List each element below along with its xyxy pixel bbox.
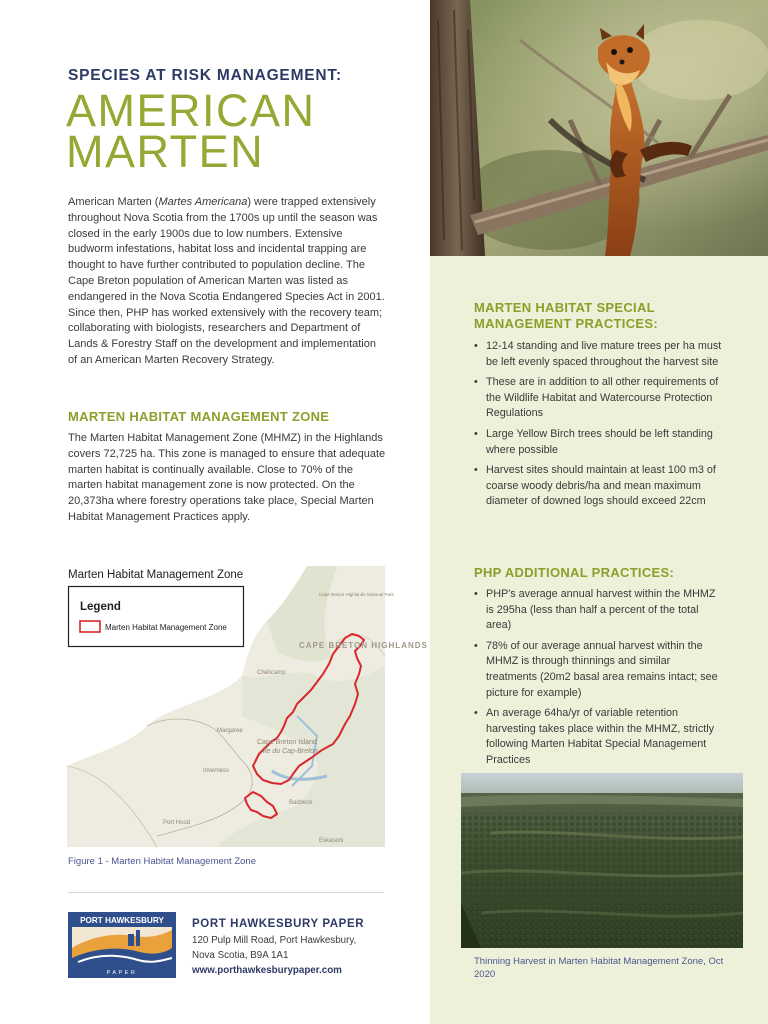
map-label-margaree: Margaree	[217, 728, 243, 734]
map-title: Marten Habitat Management Zone	[68, 569, 244, 581]
map-label-cbi: Cape Breton Island	[257, 739, 317, 746]
map-caption: Figure 1 - Marten Habitat Management Zone	[68, 856, 256, 867]
map-label-highlands: CAPE BRETON HIGHLANDS	[299, 641, 428, 650]
forest-photo-caption: Thinning Harvest in Marten Habitat Management Zone, Oct 2020	[474, 956, 724, 980]
bullet-icon: •	[474, 427, 478, 440]
list-item-text: These are in addition to all other requirements of the Wildlife Habitat and Watercourse Protection Regulations	[486, 376, 719, 420]
website-link[interactable]: www.porthawkesburypaper.com	[192, 965, 342, 976]
bullet-icon: •	[474, 464, 478, 477]
list-item	[474, 706, 724, 768]
page-title	[66, 85, 316, 177]
list-item-text: 12-14 standing and live mature trees per ha must be left evenly spaced throughout the harvest site	[486, 340, 722, 368]
page-kicker: SPECIES AT RISK MANAGEMENT:	[68, 67, 342, 84]
intro-paragraph	[68, 195, 386, 369]
map-legend-item: Marten Habitat Management Zone	[105, 623, 227, 632]
species-latin-name: Martes Americana	[158, 196, 248, 208]
map-label-ile: Île du Cap-Breton	[263, 748, 318, 755]
map-label-cheticamp: Chéticamp	[257, 670, 286, 676]
title-line-2: MARTEN	[66, 126, 265, 177]
map-label-baddeck: Baddeck	[289, 800, 313, 806]
mhmz-heading: MARTEN HABITAT MANAGEMENT ZONE	[68, 409, 330, 424]
mhmz-map	[67, 566, 428, 847]
list-item	[474, 375, 724, 422]
special-heading-line-1: MARTEN HABITAT SPECIAL	[474, 300, 655, 315]
bullet-icon: •	[474, 340, 478, 352]
list-item	[474, 427, 724, 458]
list-item-text: An average 64ha/yr of variable retention harvesting takes place within the MHMZ, strictly following Marten Habitat Special Management Practices	[486, 707, 715, 766]
bullet-icon: •	[474, 639, 478, 652]
intro-text-start: American Marten (	[68, 196, 159, 208]
map-label-port-hood: Port Hood	[163, 820, 191, 826]
logo-text-top: PORT HAWKESBURY	[80, 916, 164, 925]
marten-photo	[430, 0, 768, 256]
address-line-1: 120 Pulp Mill Road, Port Hawkesbury,	[192, 935, 357, 946]
list-item	[474, 639, 724, 701]
logo-text-bottom: PAPER	[106, 970, 138, 976]
special-heading-line-2: MANAGEMENT PRACTICES:	[474, 316, 658, 331]
map-label-eskasoni: Eskasoni	[319, 838, 344, 844]
list-item	[474, 463, 724, 510]
list-item-text: Large Yellow Birch trees should be left standing where possible	[486, 427, 713, 456]
map-label-inverness: Inverness	[203, 768, 230, 774]
special-practices-list	[474, 339, 724, 515]
intro-text-rest: ) were trapped extensively throughout Nova Scotia from the 1700s up until the season was closed in the early 1900s due to low numbers. Extensive budworm infestations, habitat loss and incidental trapping are thought to have further contributed to population decline. The Cape Breton population of American Marten was listed as endangered in the Nova Scotia Endangered Species Act in 2001. Since then, PHP has worked extensively with the recovery team; collaborating with biologists, researchers and Department of Lands & Forestry Staff on the development and implementation of an American Marten Recovery Strategy.	[68, 196, 385, 366]
company-name: PORT HAWKESBURY PAPER	[192, 918, 365, 930]
list-item-text: PHP's average annual harvest within the MHMZ is 295ha (less than half a percent of the total area)	[486, 588, 716, 632]
map-label-park: Cape Breton Highlands National Park	[319, 592, 394, 597]
bullet-icon: •	[474, 588, 478, 600]
php-practices-list	[474, 587, 724, 774]
special-practices-heading	[474, 300, 744, 332]
list-item-text: Harvest sites should maintain at least 100 m3 of coarse woody debris/ha and mean maximum diameter of downed logs should exceed 22cm	[486, 464, 716, 508]
list-item-text: 78% of our average annual harvest within the MHMZ is through thinnings and similar treatments (20m2 basal area remains intact; see picture for example)	[486, 639, 718, 699]
php-logo	[68, 912, 176, 978]
company-info	[192, 918, 364, 978]
bullet-icon: •	[474, 707, 478, 720]
map-legend-title: Legend	[80, 601, 121, 613]
php-practices-heading: PHP ADDITIONAL PRACTICES:	[474, 565, 675, 580]
title-line-1: AMERICAN	[66, 85, 316, 136]
address-line-2: Nova Scotia, B9A 1A1	[192, 950, 289, 961]
footer-divider	[68, 892, 384, 893]
mhmz-paragraph: The Marten Habitat Management Zone (MHMZ) in the Highlands covers 72,725 ha. This zone is managed to ensure that adequate marten habitat is continually available. Close to 70% of the marten habitat management zone is now protected. On the 20,373ha where forestry operations take place, Special Marten Habitat Management Practices apply.	[68, 432, 386, 523]
bullet-icon: •	[474, 376, 478, 389]
list-item	[474, 339, 724, 370]
forest-photo	[461, 773, 743, 948]
list-item	[474, 587, 724, 634]
